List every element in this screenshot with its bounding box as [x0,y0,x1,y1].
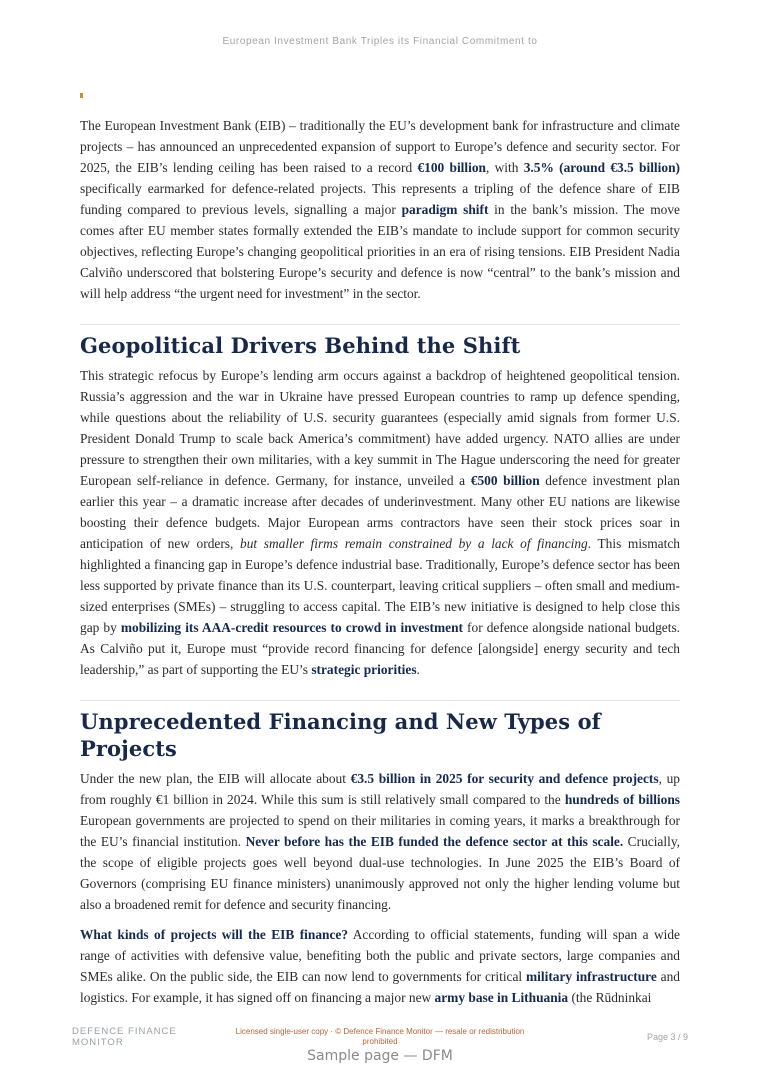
emphasis-text: What kinds of projects will the EIB finance? [80,927,349,942]
text-run: The European Investment Bank (EIB) – traditionally the EU’s development bank for infrastructure and climate projects – has announced an unprecedented expansion of support to Europe’s defence and security sector. For 2025, the EIB’s lending ceiling has been raised to a record [80,118,680,175]
text-run: , with [485,160,524,175]
emphasis-text: paradigm shift [401,202,489,217]
text-run: in the bank’s mission. The move comes after EU member states formally extended the EIB’s mandate to include support for common security objectives, reflecting Europe’s changing geopolitical priorities in an era of rising tensions. EIB President Nadia Calviño underscored that bolstering Europe’s security and defence is now “central” to the bank’s mission and will help address “the urgent need for investment” in the sector. [80,202,680,301]
page-number: Page 3 / 9 [646,1032,688,1042]
text-run: Crucially, the scope of eligible projects goes well beyond dual-use technologies. In June 2025 the EIB’s Board of Governors (comprising EU finance ministers) unanimously approved not only the higher lending volume but also a broadened remit for defence and security financing. [80,834,680,912]
text-run: for defence alongside national budgets. As Calviño put it, Europe must “provide record financing for defence [alongside] energy security and tech leadership,” as part of supporting the EU’s [80,620,681,677]
italic-text: but smaller firms remain constrained by a lack of financing [240,536,588,551]
emphasis-text: mobilizing its AAA-credit resources to crowd in investment [120,620,463,635]
emphasis-text: hundreds of billions [564,792,680,807]
section-divider [80,324,680,325]
emphasis-text: military infrastructure [526,969,657,984]
text-run: defence investment plan earlier this year – a dramatic increase after decades of underinvestment. Many other EU nations are likewise boosting their defence budgets. Major European arms contractors have seen their stock prices soar in anticipation of new orders, [80,473,680,551]
emphasis-text: strategic priorities [311,662,417,677]
text-run: European governments are projected to spend on their militaries in coming years, it marks a breakthrough for the EU’s financial institution. [80,813,680,849]
text-run: specifically earmarked for defence-related projects. This represents a tripling of the defence share of EIB funding compared to previous levels, signalling a major [80,181,680,217]
footer-brand: DEFENCE FINANCE MONITOR [72,1026,177,1048]
geopolitical-paragraph [80,365,680,680]
text-run: and logistics. For example, it has signed off on financing a major new [80,969,680,1005]
sample-page-label: Sample page — DFM [307,1048,453,1064]
running-header: European Investment Bank Triples its Financial Commitment to [222,36,538,47]
footer-license-notice: Licensed single-user copy · © Defence Finance Monitor — resale or redistribution prohibited [235,1027,525,1046]
accent-mark [80,93,83,98]
emphasis-text: €3.5 billion in 2025 for security and defence projects [350,771,659,786]
text-run: Under the new plan, the EIB will allocate about [80,771,351,786]
section-heading-geopolitical-drivers: Geopolitical Drivers Behind the Shift [80,333,521,358]
emphasis-text: €500 billion [470,473,540,488]
text-run: . [416,662,420,677]
text-run: (the Rūdninkai [568,990,652,1005]
emphasis-text: 3.5% (around €3.5 billion) [523,160,680,175]
project-types-paragraph [80,924,680,1008]
emphasis-text: army base in Lithuania [434,990,569,1005]
section-heading-unprecedented-financing: Unprecedented Financing and New Types of Projects [80,709,601,761]
emphasis-text: Never before has the EIB funded the defence sector at this scale. [245,834,624,849]
financing-paragraph [80,768,680,915]
section-divider [80,700,680,701]
emphasis-text: €100 billion [417,160,486,175]
intro-paragraph [80,115,680,304]
text-run: According to official statements, funding will span a wide range of activities with defensive value, benefiting both the public and private sectors, large companies and SMEs alike. On the public side, the EIB can now lend to governments for critical [80,927,680,984]
text-run: This strategic refocus by Europe’s lending arm occurs against a backdrop of heightened geopolitical tension. Russia’s aggression and the war in Ukraine have pressed European countries to ramp up defence spending, while questions about the reliability of U.S. security guarantees (especially amid signals from former U.S. President Donald Trump to scale back America’s commitment) have added urgency. NATO allies are under pressure to strengthen their own militaries, with a key summit in The Hague underscoring the need for greater European self-reliance in defence. Germany, for instance, unveiled a [80,368,680,488]
text-run: . This mismatch highlighted a financing gap in Europe’s defence industrial base. Traditionally, Europe’s defence sector has been less supported by private finance than its U.S. counterpart, leaving critical suppliers – often small and medium-sized enterprises (SMEs) – struggling to access capital. The EIB’s new initiative is designed to help close this gap by [80,536,680,635]
article-body [80,115,680,1008]
text-run: , up from roughly €1 billion in 2024. While this sum is still relatively small compared to the [80,771,680,807]
